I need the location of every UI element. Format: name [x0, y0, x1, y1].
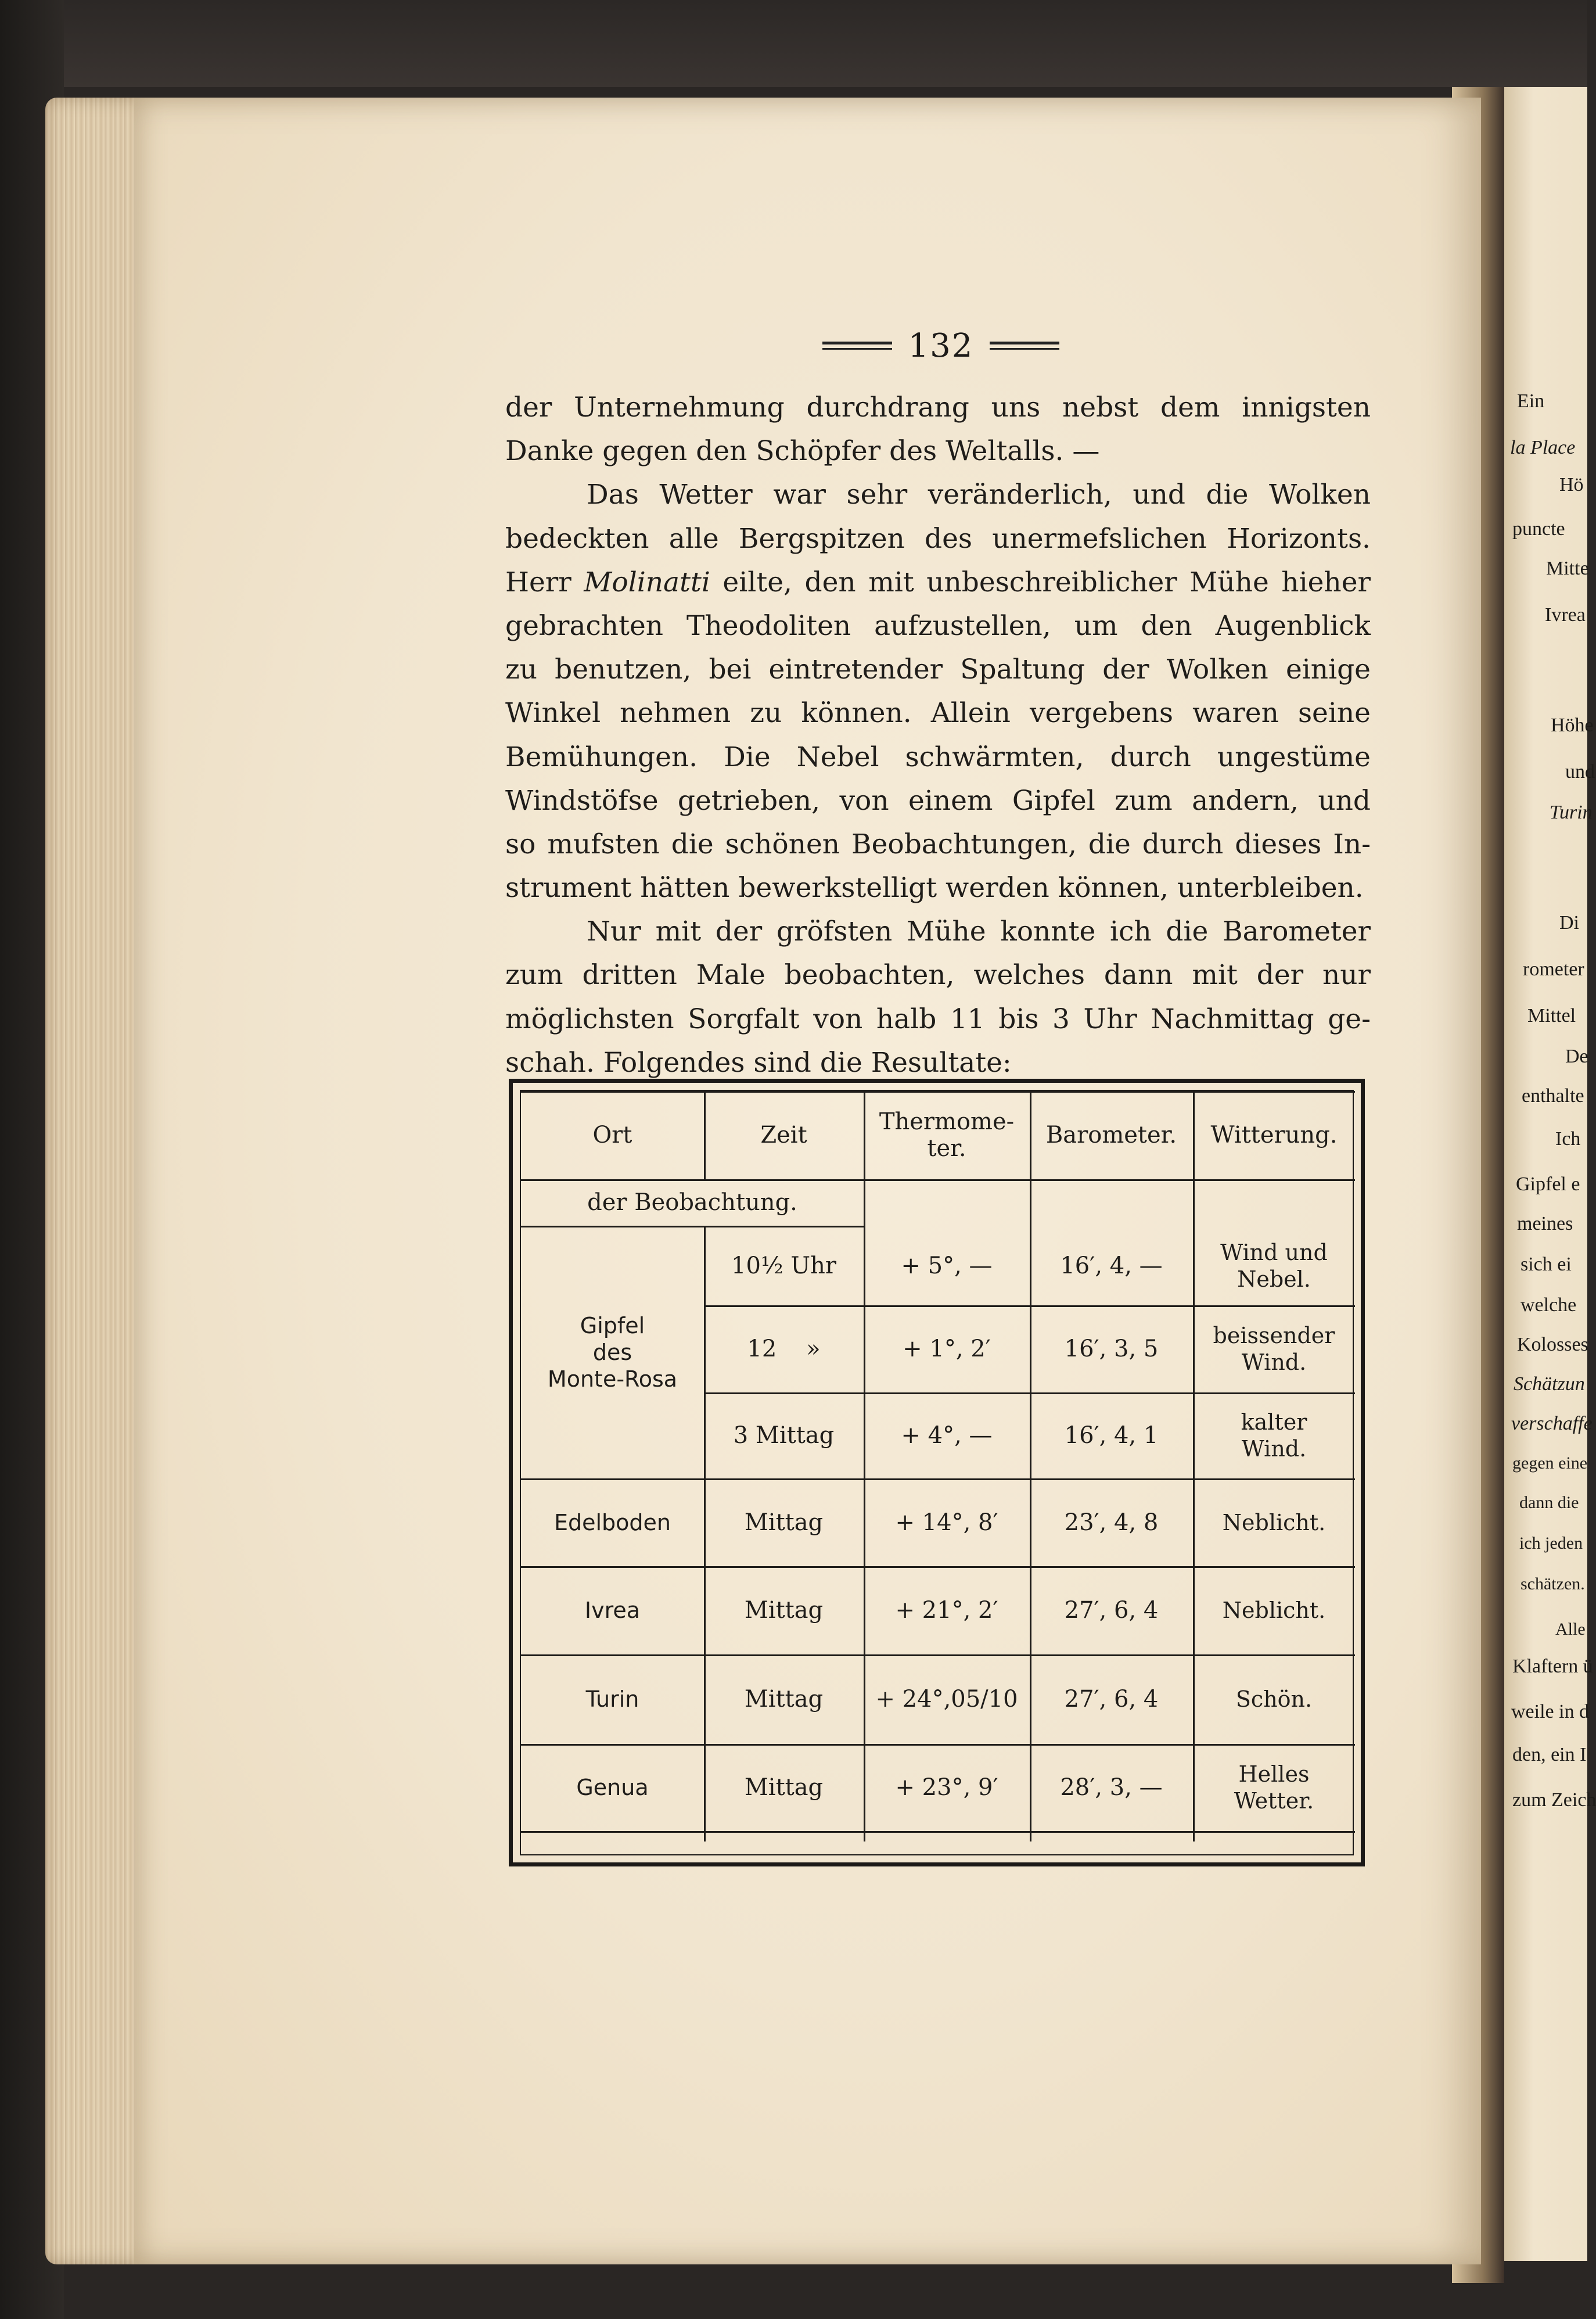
- header-ort: Ort: [592, 1122, 632, 1148]
- cell-thermometer: + 14°, 8′: [895, 1509, 998, 1536]
- text-line: Windstöfse getrieben, von einem Gipfel zum andern, und: [505, 784, 1371, 817]
- facing-fragment: weile in d: [1511, 1701, 1590, 1722]
- cell-witterung-line: Wind.: [1241, 1436, 1307, 1462]
- header-thermometer-line1: Thermome-: [879, 1108, 1015, 1135]
- text-line: Das Wetter war sehr veränderlich, und die Wolken: [587, 479, 1371, 511]
- person-name: Molinatti: [584, 566, 710, 598]
- facing-fragment: Mitte: [1546, 558, 1589, 579]
- facing-fragment: Ich: [1555, 1128, 1581, 1150]
- text-run: eilte, den mit unbeschreiblicher Mühe hieher: [710, 566, 1371, 598]
- text-line: schah. Folgendes sind die Resultate:: [505, 1046, 1012, 1079]
- results-table-inner: [520, 1090, 1354, 1855]
- cell-ort: Edelboden: [553, 1509, 671, 1535]
- gipfel-label: [521, 1226, 704, 1478]
- facing-fragment: enthalte: [1522, 1085, 1584, 1107]
- text-line: Danke gegen den Schöpfer des Weltalls. —: [505, 435, 1100, 468]
- text-line: zum dritten Male beobachten, welches dann mit der nur: [505, 959, 1371, 992]
- facing-fragment: Ein: [1517, 390, 1545, 412]
- cell-witterung-line: Wetter.: [1234, 1788, 1314, 1814]
- head-rule-left: [822, 342, 892, 350]
- cell-thermometer: + 4°, —: [901, 1422, 993, 1449]
- text-word: Herr: [505, 566, 571, 598]
- facing-fragment: Hö: [1559, 474, 1584, 496]
- cell-witterung: Schön.: [1235, 1686, 1313, 1712]
- cell-zeit: Mittag: [744, 1686, 824, 1713]
- header-zeit: Zeit: [760, 1122, 807, 1148]
- text-line: Winkel nehmen zu können. Allein vergebens waren seine: [505, 697, 1371, 730]
- text-line: [505, 561, 1371, 604]
- cell-thermometer: + 1°, 2′: [903, 1336, 991, 1362]
- cell-witterung: [1193, 1226, 1355, 1305]
- cell-thermometer: + 23°, 9′: [895, 1774, 998, 1801]
- cell-barometer: 16′, 3, 5: [1064, 1336, 1159, 1362]
- facing-fragment: schätzen.: [1520, 1574, 1585, 1593]
- cell-zeit: 12 »: [747, 1336, 821, 1362]
- header-barometer: Barometer.: [1045, 1122, 1177, 1148]
- text-line: Nur mit der gröfsten Mühe konnte ich die Barometer: [587, 916, 1371, 948]
- text-line: gebrachten Theodoliten aufzustellen, um den Augenblick: [505, 609, 1371, 642]
- cell-witterung-line: Nebel.: [1237, 1266, 1311, 1292]
- cell-zeit: Mittag: [744, 1509, 824, 1536]
- facing-fragment: und: [1565, 761, 1595, 782]
- header-witterung: Witterung.: [1210, 1122, 1338, 1148]
- gipfel-label-line: des: [592, 1339, 632, 1365]
- facing-fragment: sich ei: [1520, 1254, 1572, 1275]
- subheader-beobachtung: der Beobachtung.: [587, 1189, 797, 1216]
- facing-fragment: verschaffe: [1511, 1413, 1593, 1434]
- facing-fragment: Klaftern ü: [1512, 1656, 1593, 1677]
- cell-thermometer: + 21°, 2′: [895, 1597, 998, 1624]
- gipfel-label-line: Gipfel: [580, 1312, 645, 1338]
- table-rule: [521, 1831, 1355, 1833]
- facing-fragment: ich jeden: [1519, 1534, 1583, 1553]
- cell-barometer: 23′, 4, 8: [1064, 1509, 1159, 1536]
- text-line: strument hätten bewerkstelligt werden können, unterbleiben.: [505, 872, 1364, 904]
- text-line: möglichsten Sorgfalt von halb 11 bis 3 Uhr Nachmittag ge-: [505, 1003, 1371, 1035]
- body-text: [505, 386, 1371, 1085]
- cell-zeit: 10½ Uhr: [731, 1252, 836, 1279]
- gipfel-label-line: Monte-Rosa: [547, 1366, 678, 1392]
- cell-barometer: 16′, 4, 1: [1064, 1422, 1159, 1449]
- head-rule-right: [990, 342, 1059, 350]
- facing-fragment: Ivrea: [1545, 604, 1586, 626]
- facing-fragment: Di: [1559, 912, 1579, 934]
- cell-witterung-line: Wind und: [1220, 1239, 1328, 1265]
- facing-fragment: la Place: [1510, 437, 1576, 458]
- facing-fragment: Kolosses: [1517, 1334, 1588, 1355]
- facing-fragment: Turin: [1550, 802, 1593, 823]
- text-line: bedeckten alle Bergspitzen des unermefslichen Horizonts.: [505, 522, 1371, 555]
- cell-ort: Ivrea: [584, 1598, 641, 1623]
- facing-fragment: Höhe: [1551, 715, 1594, 736]
- facing-fragment: Alle: [1555, 1620, 1586, 1639]
- cell-witterung: [1193, 1744, 1355, 1831]
- cell-barometer: 16′, 4, —: [1060, 1252, 1163, 1279]
- cell-witterung-line: kalter: [1241, 1409, 1307, 1435]
- results-table: [509, 1079, 1365, 1866]
- cell-thermometer: + 24°,05/10: [875, 1686, 1018, 1713]
- text-line: der Unternehmung durchdrang uns nebst dem innigsten: [505, 392, 1371, 423]
- running-head: [801, 325, 1080, 366]
- cell-barometer: 27′, 6, 4: [1064, 1686, 1159, 1713]
- cell-ort: Turin: [585, 1686, 639, 1712]
- text-line: so mufsten die schönen Beobachtungen, die durch dieses In-: [505, 828, 1371, 860]
- page-number: 132: [908, 326, 974, 365]
- facing-fragment: gegen eine: [1512, 1453, 1588, 1473]
- cell-zeit: 3 Mittag: [733, 1422, 835, 1449]
- cell-barometer: 28′, 3, —: [1060, 1774, 1163, 1801]
- cell-barometer: 27′, 6, 4: [1064, 1597, 1159, 1624]
- header-thermometer: [864, 1091, 1030, 1179]
- facing-fragment: welche: [1520, 1294, 1577, 1316]
- facing-fragment: zum Zeich: [1512, 1789, 1596, 1811]
- facing-fragment: Schätzun: [1514, 1373, 1585, 1395]
- header-thermometer-line2: ter.: [927, 1135, 966, 1162]
- cell-witterung-line: Helles: [1238, 1761, 1310, 1787]
- facing-fragment: rometer: [1523, 959, 1584, 980]
- facing-fragment: Mittel: [1527, 1005, 1576, 1026]
- facing-fragment: Gipfel e: [1516, 1173, 1580, 1195]
- cell-witterung: Neblicht.: [1222, 1509, 1326, 1535]
- backdrop-top: [0, 0, 1587, 87]
- cell-witterung: Neblicht.: [1222, 1598, 1326, 1623]
- cell-witterung-line: Wind.: [1241, 1349, 1307, 1375]
- facing-fragment: dann die: [1519, 1493, 1579, 1512]
- cell-witterung: [1193, 1392, 1355, 1478]
- cell-witterung-line: beissender: [1213, 1323, 1335, 1348]
- cell-zeit: Mittag: [744, 1597, 824, 1624]
- text-line: zu benutzen, bei eintretender Spaltung der Wolken einige: [505, 654, 1371, 686]
- cell-thermometer: + 5°, —: [901, 1252, 993, 1279]
- facing-fragment: De: [1565, 1046, 1588, 1067]
- cell-ort: Genua: [576, 1775, 649, 1800]
- cell-zeit: Mittag: [744, 1774, 824, 1801]
- text-line: Bemühungen. Die Nebel schwärmten, durch ungestüme: [505, 741, 1371, 773]
- cell-witterung: [1193, 1305, 1355, 1392]
- facing-fragment: puncte: [1512, 518, 1565, 540]
- facing-fragment: meines: [1517, 1213, 1573, 1234]
- facing-fragment: den, ein I: [1512, 1744, 1587, 1765]
